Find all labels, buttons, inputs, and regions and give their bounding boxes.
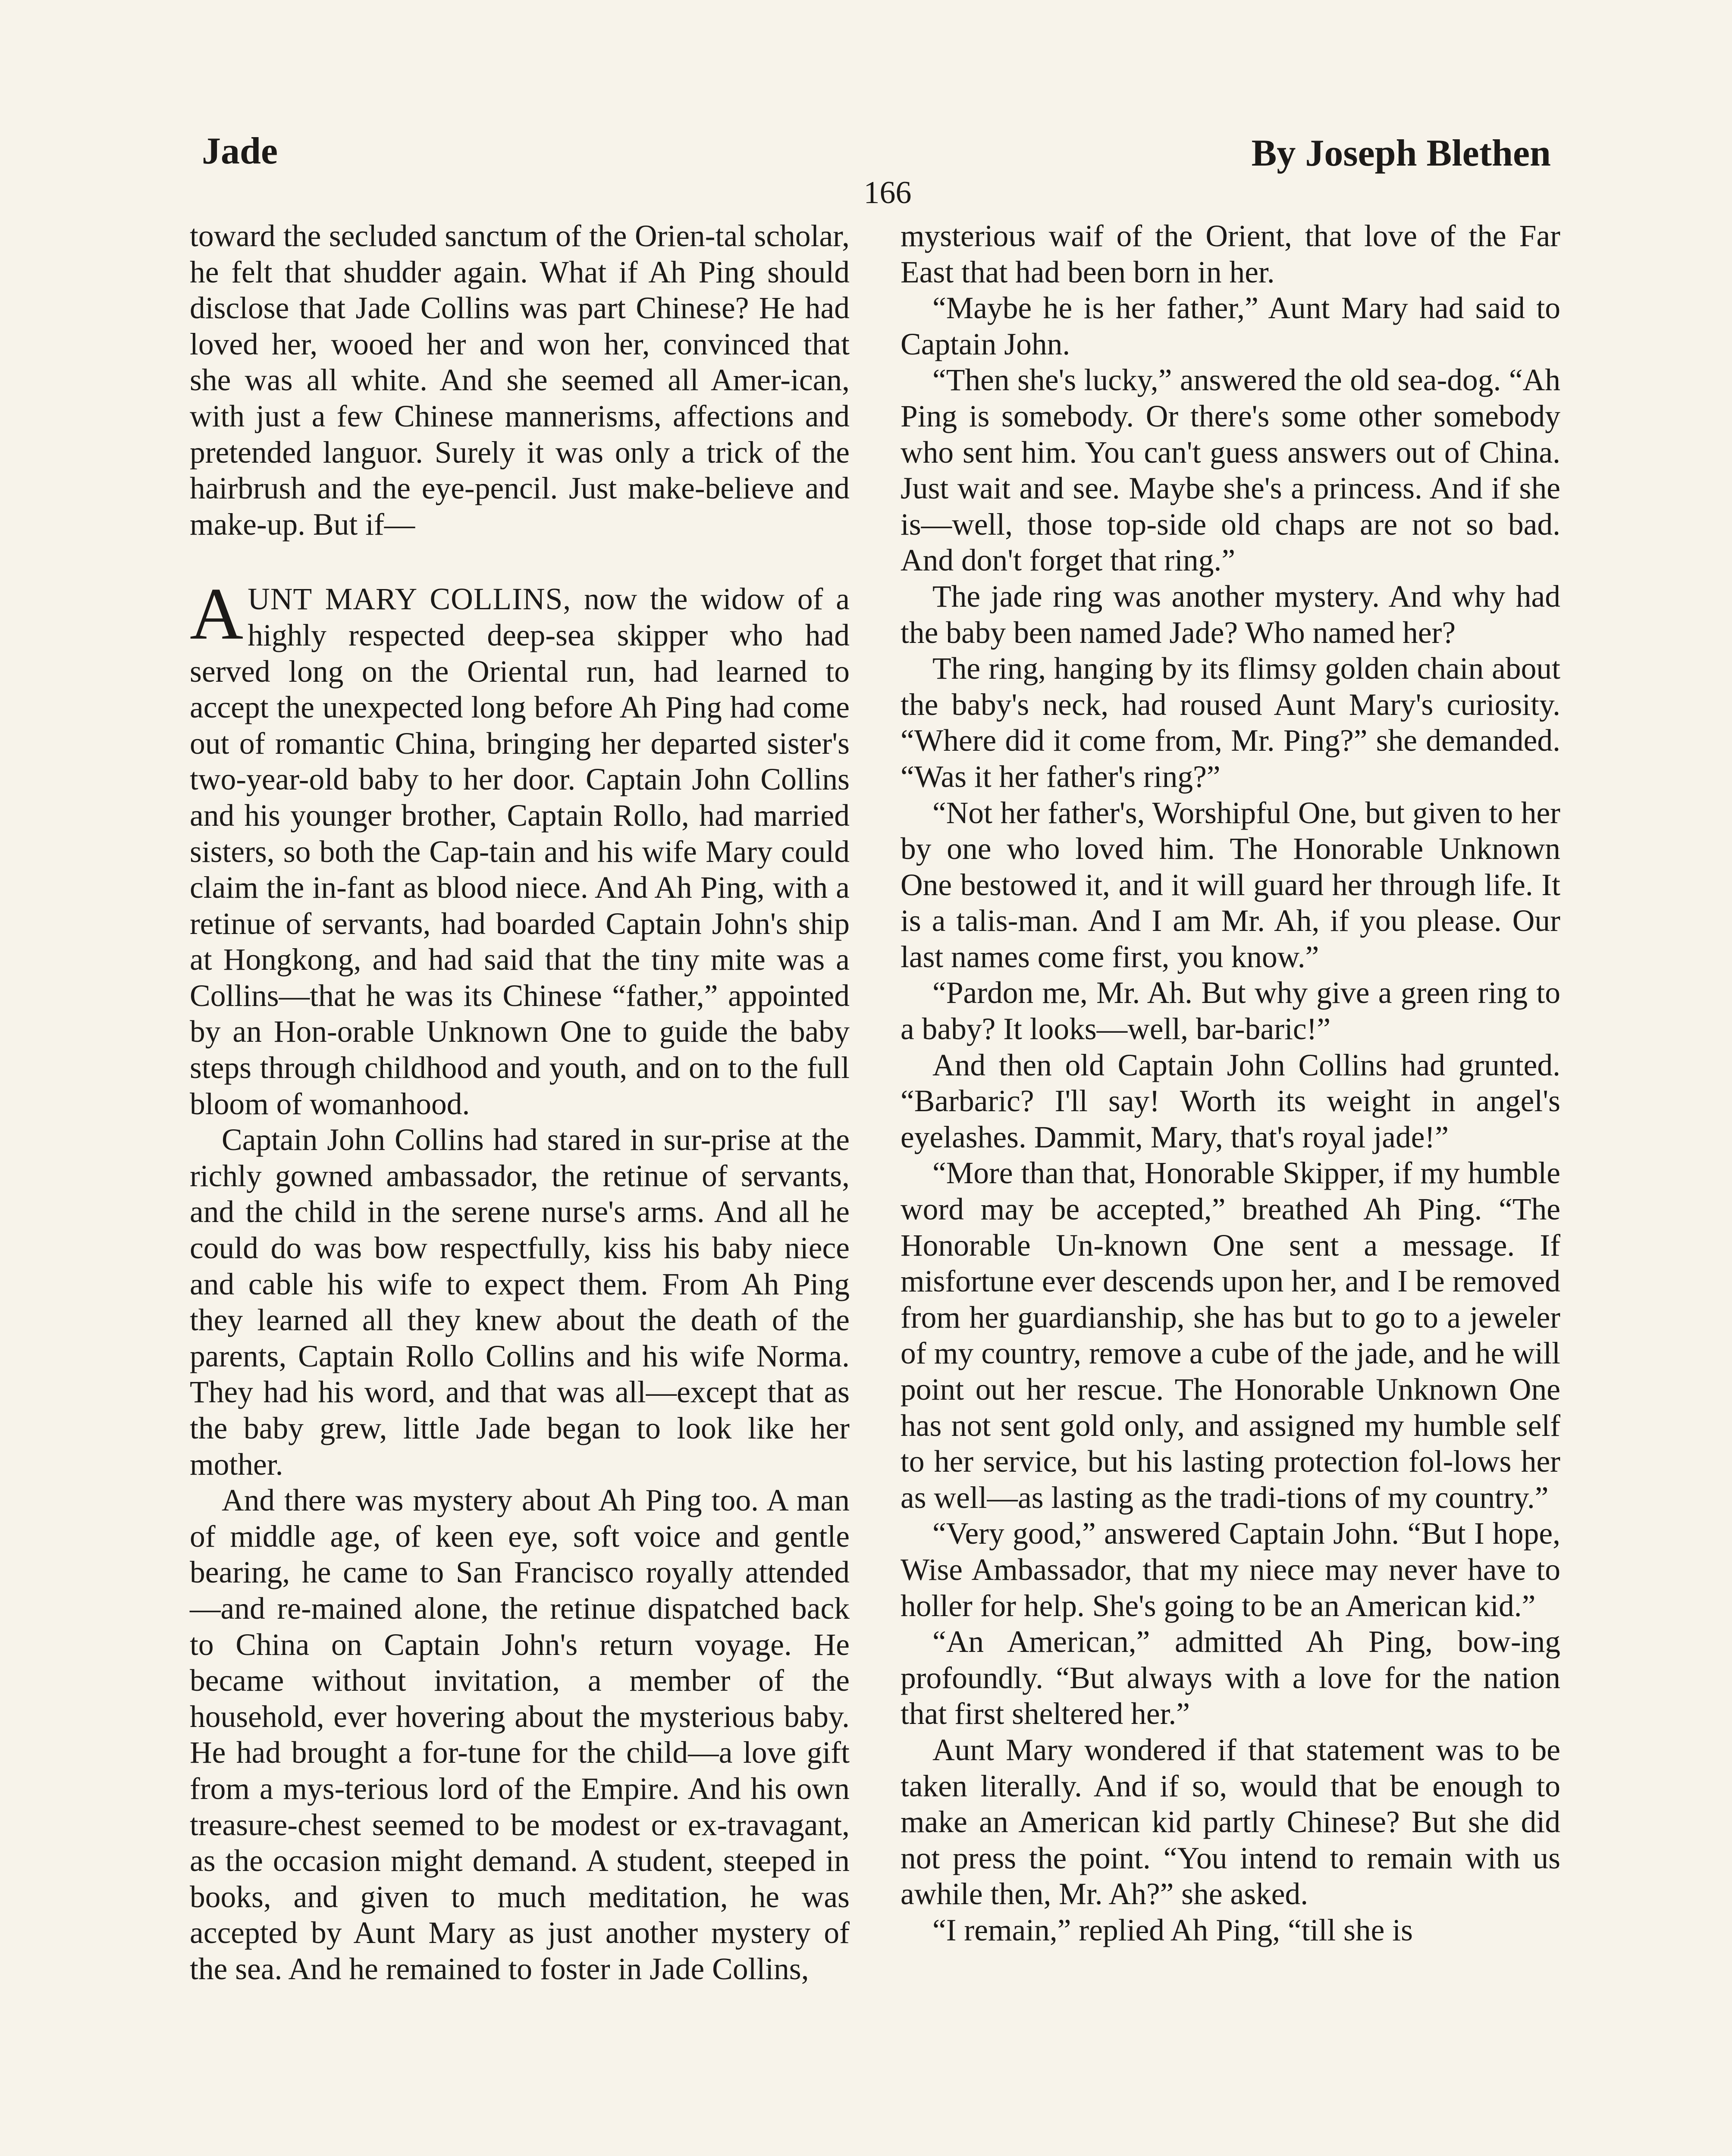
paragraph: mysterious waif of the Orient, that love of the Far East that had been born in her. bbox=[901, 219, 1560, 289]
paragraph: Aunt Mary wondered if that statement was to be taken literally. And if so, would that be enough to make an American kid partly Chinese? But she did not press the point. “You intend to remain with us awhile then, Mr. Ah?” she asked. bbox=[901, 1733, 1560, 1912]
paragraph: “Not her father's, Worshipful One, but given to her by one who loved him. The Honorable Unknown One bestowed it, and it will guard her through life. It is a talis-man. And I am Mr. Ah, if you please. Our last names come first, you know.” bbox=[901, 796, 1560, 974]
paragraph: “Then she's lucky,” answered the old sea-dog. “Ah Ping is somebody. Or there's some other somebody who sent him. You can't guess answers out of China. Just wait and see. Maybe she's a princess. And if she is—well, those top-side old chaps are not so bad. And don't forget that ring.” bbox=[901, 363, 1560, 578]
paragraph: toward the secluded sanctum of the Orien-tal scholar, he felt that shudder again. What if Ah Ping should disclose that Jade Collins was part Chinese? He had loved her, wooed her and won her, convinced that she was all white. And she seemed all Amer-ican, with just a few Chinese mannerisms, affections and pretended languor. Surely it was only a trick of the hairbrush and the eye-pencil. Just make-believe and make-up. But if— bbox=[190, 219, 850, 542]
paragraph: “I remain,” replied Ah Ping, “till she is bbox=[932, 1913, 1413, 1947]
paragraph: “An American,” admitted Ah Ping, bow-ing profoundly. “But always with a love for the nation that first sheltered her.” bbox=[901, 1625, 1560, 1731]
paragraph: The ring, hanging by its flimsy golden chain about the baby's neck, had roused Aunt Mary's curiosity. “Where did it come from, Mr. Ping?” she demanded. “Was it her father's ring?” bbox=[901, 652, 1560, 794]
paragraph: Captain John Collins had stared in sur-prise at the richly gowned ambassador, the retinue of servants, and the child in the serene nurse's arms. And all he could do was bow respectfully, kiss his baby niece and cable his wife to expect them. From Ah Ping they learned all they knew about the death of the parents, Captain Rollo Collins and his wife Norma. They had his word, and that was all—except that as the baby grew, little Jade began to look like her mother. bbox=[190, 1123, 850, 1482]
paragraph-text: now the widow of a highly respected deep-sea skipper who had served long on the Oriental run, had learned to accept the unexpected long before Ah Ping had come out of romantic China, bringing her departed sister's two-year-old baby to her door. Captain John Collins and his younger brother, Captain Rollo, had married sisters, so both the Cap-tain and his wife Mary could claim the in-fant as blood niece. And Ah Ping, with a retinue of servants, had boarded Captain John's ship at Hongkong, and had said that the tiny mite was a Collins—that he was its Chinese “father,” appointed by an Hon-orable Unknown One to guide the baby steps through childhood and youth, and on to the full bloom of womanhood. bbox=[190, 582, 850, 1121]
paragraph: And there was mystery about Ah Ping too. A man of middle age, of keen eye, soft voice and gentle bearing, he came to San Francisco royally attended—and re-mained alone, the retinue dispatched back to China on Captain John's return voyage. He became without invitation, a member of the household, ever hovering about the mysterious baby. He had brought a for-tune for the child—a love gift from a mys-terious lord of the Empire. And his own treasure-chest seemed to be modest or ex-travagant, as the occasion might demand. A student, steeped in books, and given to much meditation, he was accepted by Aunt Mary as just another mystery of the sea. And he remained to foster in Jade Collins, bbox=[190, 1483, 850, 1986]
paragraph: “Pardon me, Mr. Ah. But why give a green ring to a baby? It looks—well, bar-baric!” bbox=[901, 976, 1560, 1047]
paragraph: “Very good,” answered Captain John. “But I hope, Wise Ambassador, that my niece may never have to holler for help. She's going to be an American kid.” bbox=[901, 1517, 1560, 1623]
section-opening-paragraph bbox=[190, 573, 850, 1122]
paragraph: And then old Captain John Collins had grunted. “Barbaric? I'll say! Worth its weight in angel's eyelashes. Dammit, Mary, that's royal jade!” bbox=[901, 1048, 1560, 1154]
page-number: 166 bbox=[863, 175, 912, 210]
paragraph: “More than that, Honorable Skipper, if my humble word may be accepted,” breathed Ah Ping. “The Honorable Un-known One sent a message. If misfortune ever descends upon her, and I be removed from her guardianship, she has but to go to a jeweler of my country, remove a cube of the jade, and he will point out her rescue. The Honorable Unknown One has not sent gold only, and assigned my humble self to her service, but his lasting protection fol-lows her as well—as lasting as the tradi-tions of my country.” bbox=[901, 1156, 1560, 1515]
small-caps-lead: UNT MARY COLLINS, bbox=[248, 582, 571, 617]
right-column bbox=[901, 218, 1560, 1949]
story-title: Jade bbox=[202, 130, 278, 172]
author-byline: By Joseph Blethen bbox=[1251, 132, 1551, 174]
left-column bbox=[190, 218, 850, 1987]
paragraph: “Maybe he is her father,” Aunt Mary had said to Captain John. bbox=[901, 291, 1560, 361]
paragraph: The jade ring was another mystery. And why had the baby been named Jade? Who named her? bbox=[901, 579, 1560, 650]
drop-cap: A bbox=[190, 573, 244, 655]
